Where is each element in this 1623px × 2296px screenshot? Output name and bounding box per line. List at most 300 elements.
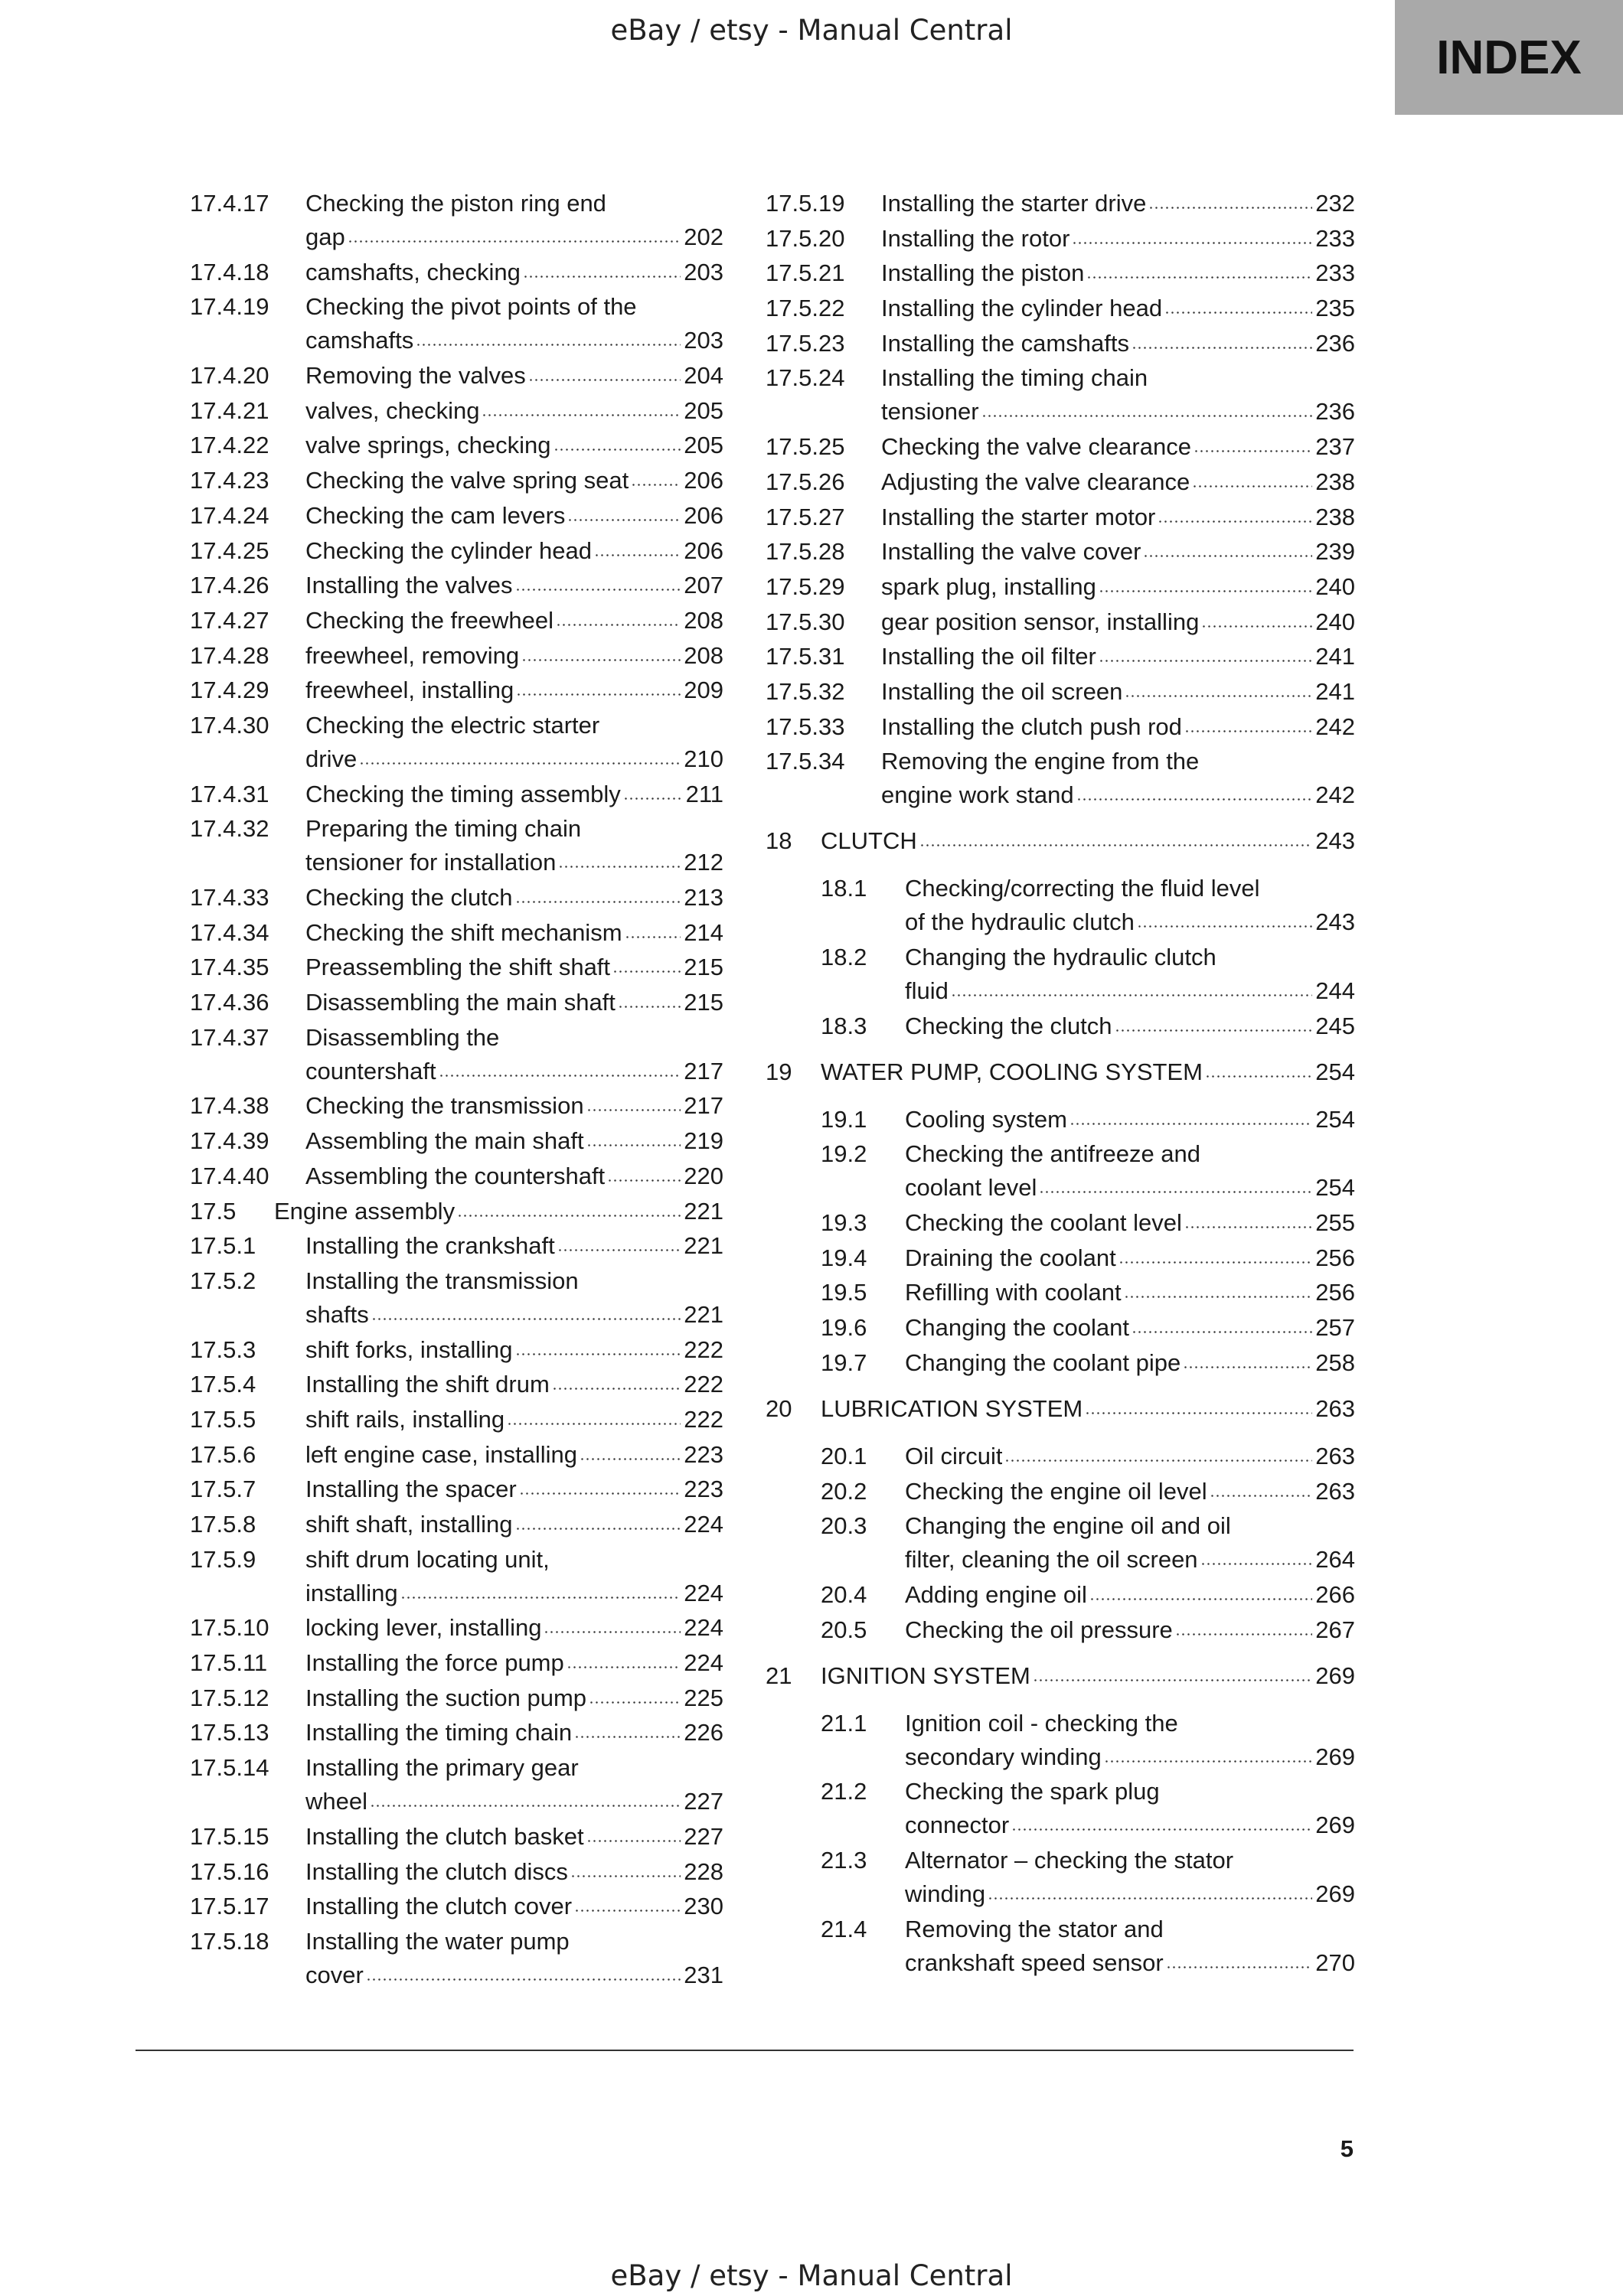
- toc-entry-title-line: LUBRICATION SYSTEM: [821, 1394, 1083, 1422]
- toc-entry: [766, 501, 1355, 534]
- toc-entry-last-line: [305, 673, 723, 707]
- toc-entry-last-line: [905, 1311, 1355, 1345]
- toc-entry-body: [305, 778, 723, 811]
- toc-entry-title-line: Preassembling the shift shaft: [305, 954, 611, 981]
- toc-entry: [766, 872, 1355, 939]
- toc-entry-title-line: Checking the spark plug: [905, 1778, 1160, 1805]
- toc-entry-body: [305, 1124, 723, 1158]
- toc-entry-page: 263: [1315, 1442, 1355, 1469]
- toc-entry-body: [905, 941, 1355, 1008]
- toc-entry-page: 206: [684, 536, 723, 564]
- toc-entry: [190, 1124, 723, 1158]
- toc-entry-last-line: [905, 1946, 1355, 1980]
- toc-entry-title-line: Changing the engine oil and oil: [905, 1512, 1231, 1540]
- toc-entry-page: 269: [1315, 1880, 1355, 1907]
- toc-entry-number: 17.5.9: [190, 1545, 256, 1573]
- toc-entry-last-line: [905, 1877, 1355, 1911]
- toc-entry: [190, 187, 723, 254]
- toc-entry-number: 18.2: [821, 944, 867, 970]
- toc-entry-title-line: connector: [905, 1812, 1010, 1839]
- toc-entry-last-line: [305, 256, 723, 289]
- toc-entry-page: 205: [684, 396, 723, 424]
- toc-entry-last-line: [305, 881, 723, 915]
- dot-leader: [1183, 1366, 1312, 1368]
- toc-entry-page: 213: [684, 884, 723, 911]
- dot-leader: [1076, 798, 1313, 801]
- dot-leader: [1201, 625, 1312, 628]
- toc-entry-page: 254: [1315, 1058, 1355, 1085]
- toc-entry-body: [881, 605, 1355, 639]
- toc-entry-body: [881, 292, 1355, 325]
- toc-entry-number: 17.5.20: [766, 224, 845, 252]
- toc-entry-title-line: Checking the clutch: [305, 884, 513, 911]
- dot-leader: [515, 1528, 681, 1530]
- toc-entry: [766, 1475, 1355, 1508]
- dot-leader: [457, 1215, 681, 1217]
- dot-leader: [556, 624, 681, 626]
- toc-entry-title-line: Removing the stator and: [905, 1915, 1164, 1942]
- dot-leader: [515, 1353, 681, 1355]
- toc-entry-page: 224: [684, 1649, 723, 1677]
- dot-leader: [570, 1875, 681, 1877]
- toc-entry-number: 17.5.14: [190, 1754, 269, 1782]
- toc-entry-body: [905, 1103, 1355, 1137]
- toc-entry-page: 214: [684, 918, 723, 946]
- toc-entry-title-line: Disassembling the: [305, 1023, 500, 1051]
- toc-entry-page: 263: [1315, 1394, 1355, 1422]
- toc-entry-body: [905, 1613, 1355, 1647]
- toc-entry-last-line: [905, 1171, 1355, 1205]
- toc-entry: [190, 1089, 723, 1123]
- toc-entry-title-line: shift drum locating unit,: [305, 1545, 550, 1573]
- toc-entry-body: [881, 187, 1355, 220]
- toc-entry-number: 20.2: [821, 1477, 867, 1505]
- toc-entry-last-line: [305, 1089, 723, 1123]
- dot-leader: [507, 1423, 681, 1425]
- toc-entry-title-line: crankshaft speed sensor: [905, 1949, 1164, 1976]
- toc-entry: [190, 1890, 723, 1923]
- toc-entry-page: 270: [1315, 1949, 1355, 1976]
- toc-entry-number: 18.1: [821, 875, 867, 902]
- toc-entry-body: [305, 1438, 723, 1472]
- toc-entry-last-line: [905, 1740, 1355, 1774]
- toc-entry-title-line: Removing the valves: [305, 362, 526, 390]
- dot-leader: [623, 797, 683, 800]
- toc-entry-page: 227: [684, 1822, 723, 1850]
- toc-entry-number: 17.4.40: [190, 1162, 269, 1189]
- toc-entry-title-line: Installing the suction pump: [305, 1684, 587, 1711]
- toc-entry-page: 211: [685, 780, 723, 807]
- toc-entry-title-line: winding: [905, 1880, 986, 1907]
- toc-entry-body: [305, 1820, 723, 1854]
- toc-entry-page: 220: [684, 1162, 723, 1189]
- dot-leader: [554, 448, 681, 451]
- toc-entry: [190, 951, 723, 984]
- toc-entry-body: [821, 1659, 1355, 1693]
- toc-entry-body: [881, 570, 1355, 604]
- toc-entry-body: [305, 256, 723, 289]
- dot-leader: [558, 866, 681, 868]
- toc-entry-title-line: Checking the valve clearance: [881, 433, 1191, 461]
- toc-entry-body: [905, 1707, 1355, 1774]
- dot-leader: [586, 1144, 681, 1146]
- toc-entry-title-line: cover: [305, 1961, 364, 1988]
- toc-entry-last-line: [305, 569, 723, 602]
- toc-entry-title-line: Installing the water pump: [305, 1927, 570, 1955]
- toc-entry-number: 17.5.15: [190, 1822, 269, 1850]
- toc-entry-body: [881, 430, 1355, 464]
- toc-entry: [190, 429, 723, 462]
- toc-entry: [766, 570, 1355, 604]
- toc-entry-body: [305, 429, 723, 462]
- toc-entry-number: 17.4.37: [190, 1023, 269, 1051]
- toc-entry-last-line: [881, 187, 1355, 220]
- toc-entry-number: 19.1: [821, 1105, 867, 1133]
- toc-entry-page: 221: [684, 1197, 723, 1225]
- dot-leader: [1166, 1966, 1313, 1968]
- toc-entry-body: [905, 1578, 1355, 1612]
- toc-entry-page: 228: [684, 1857, 723, 1885]
- toc-entry: [766, 222, 1355, 256]
- toc-entry: [190, 359, 723, 393]
- toc-entry-title-line: gap: [305, 223, 345, 250]
- toc-entry: [190, 1543, 723, 1610]
- toc-entry: [190, 604, 723, 638]
- dot-leader: [1210, 1495, 1313, 1497]
- toc-entry: [190, 1820, 723, 1854]
- toc-entry-body: [905, 1475, 1355, 1508]
- dot-leader: [631, 484, 681, 486]
- toc-entry-number: 20.3: [821, 1512, 867, 1540]
- toc-entry: [766, 1440, 1355, 1473]
- toc-entry-page: 239: [1315, 538, 1355, 566]
- toc-entry-body: [305, 1021, 723, 1088]
- toc-entry: [190, 256, 723, 289]
- toc-entry: [766, 430, 1355, 464]
- dot-leader: [528, 379, 681, 381]
- toc-entry-number: 17.5.31: [766, 643, 845, 670]
- toc-entry-number: 18.3: [821, 1012, 867, 1039]
- toc-entry-page: 208: [684, 606, 723, 634]
- toc-entry: [766, 256, 1355, 290]
- toc-entry: [190, 1264, 723, 1332]
- toc-entry-last-line: [305, 220, 723, 254]
- toc-entry-page: 254: [1315, 1174, 1355, 1202]
- toc-entry-body: [905, 872, 1355, 939]
- toc-entry-number: 17.5.33: [766, 713, 845, 740]
- toc-entry-body: [905, 1276, 1355, 1309]
- dot-leader: [1033, 1679, 1312, 1681]
- toc-entry: [190, 1473, 723, 1506]
- toc-entry-body: [881, 361, 1355, 429]
- toc-entry-number: 17.4.32: [190, 815, 269, 843]
- toc-entry: [190, 1229, 723, 1263]
- toc-entry-body: [881, 675, 1355, 709]
- toc-entry-last-line: [305, 359, 723, 393]
- dot-leader: [400, 1596, 681, 1599]
- toc-entry: [766, 1103, 1355, 1137]
- dot-leader: [574, 1910, 681, 1912]
- toc-entry-title-line: Changing the coolant: [905, 1314, 1130, 1342]
- toc-entry-page: 269: [1315, 1662, 1355, 1689]
- toc-entry-number: 17.5.16: [190, 1857, 269, 1885]
- toc-entry: [766, 327, 1355, 360]
- toc-entry-body: [305, 604, 723, 638]
- toc-entry-page: 240: [1315, 572, 1355, 600]
- toc-entry-number: 17.5.11: [190, 1649, 268, 1677]
- toc-entry-number: 19.5: [821, 1279, 867, 1306]
- toc-entry-page: 224: [684, 1614, 723, 1642]
- toc-entry: [766, 1659, 1355, 1693]
- toc-entry-page: 217: [684, 1057, 723, 1084]
- toc-entry-page: 242: [1315, 781, 1355, 809]
- toc-entry-body: [305, 1716, 723, 1750]
- toc-entry-title-line: Checking the transmission: [305, 1092, 584, 1120]
- toc-entry-page: 242: [1315, 713, 1355, 740]
- toc-entry-page: 245: [1315, 1012, 1355, 1039]
- toc-entry-last-line: [905, 1808, 1355, 1842]
- toc-entry-page: 256: [1315, 1244, 1355, 1271]
- toc-entry-title-line: Installing the oil screen: [881, 677, 1123, 705]
- dot-leader: [1011, 1828, 1312, 1831]
- toc-entry-title-line: Installing the rotor: [881, 224, 1070, 252]
- toc-entry-last-line: [905, 1241, 1355, 1275]
- toc-entry-last-line: [905, 1475, 1355, 1508]
- toc-entry-body: [881, 710, 1355, 744]
- toc-entry-title-line: tensioner: [881, 398, 979, 426]
- toc-entry-number: 17.5: [190, 1197, 237, 1225]
- dot-leader: [371, 1318, 681, 1320]
- dot-leader: [1072, 242, 1312, 244]
- toc-entry: [190, 1716, 723, 1750]
- toc-entry-page: 230: [684, 1893, 723, 1920]
- toc-entry-body: [305, 1368, 723, 1401]
- toc-entry-last-line: [305, 1298, 723, 1332]
- toc-entry: [766, 1509, 1355, 1577]
- toc-entry-body: [881, 465, 1355, 499]
- toc-entry-number: 17.4.31: [190, 780, 269, 807]
- toc-entry-number: 17.5.24: [766, 364, 845, 392]
- toc-entry-title-line: Draining the coolant: [905, 1244, 1116, 1271]
- toc-entry-body: [305, 881, 723, 915]
- toc-entry: [190, 1508, 723, 1541]
- toc-entry-number: 17.5.26: [766, 468, 845, 495]
- toc-entry-body: [305, 394, 723, 428]
- toc-entry-last-line: [881, 778, 1355, 812]
- toc-entry-body: [305, 1333, 723, 1367]
- toc-entry-title-line: freewheel, removing: [305, 641, 520, 669]
- dot-leader: [1125, 695, 1312, 697]
- toc-entry: [766, 675, 1355, 709]
- toc-entry-number: 17.5.17: [190, 1893, 269, 1920]
- toc-entry-title-line: camshafts, checking: [305, 258, 521, 285]
- toc-entry-last-line: [905, 1440, 1355, 1473]
- toc-entry-title-line: fluid: [905, 977, 949, 1004]
- toc-entry-title-line: Checking the antifreeze and: [905, 1140, 1201, 1168]
- dot-leader: [1200, 1563, 1313, 1565]
- toc-entry: [766, 640, 1355, 673]
- dot-leader: [1086, 276, 1312, 279]
- toc-entry-number: 19.7: [821, 1349, 867, 1376]
- dot-leader: [607, 1179, 681, 1182]
- toc-entry-page: 206: [684, 501, 723, 529]
- toc-entry-title-line: Installing the primary gear: [305, 1754, 579, 1782]
- toc-entry-body: [305, 1159, 723, 1193]
- toc-entry-title-line: Assembling the countershaft: [305, 1162, 606, 1189]
- dot-leader: [1148, 207, 1312, 209]
- toc-entry-body: [305, 1403, 723, 1437]
- toc-entry-body: [305, 290, 723, 357]
- toc-entry: [190, 1403, 723, 1437]
- dot-leader: [1124, 1296, 1313, 1298]
- toc-entry-page: 233: [1315, 259, 1355, 287]
- toc-entry-page: 210: [684, 745, 723, 772]
- toc-entry: [190, 464, 723, 497]
- toc-entry-number: 17.5.1: [190, 1232, 256, 1260]
- toc-entry-body: [305, 187, 723, 254]
- toc-entry-last-line: [905, 974, 1355, 1008]
- toc-entry-title-line: Installing the shift drum: [305, 1371, 550, 1398]
- dot-leader: [1158, 520, 1312, 523]
- toc-entry-title-line: Checking the timing assembly: [305, 780, 621, 807]
- toc-entry-title-line: Checking the cam levers: [305, 501, 566, 529]
- toc-entry: [190, 1855, 723, 1889]
- dot-leader: [594, 554, 681, 556]
- toc-entry-title-line: Changing the coolant pipe: [905, 1349, 1181, 1376]
- toc-entry: [190, 1195, 723, 1228]
- toc-entry-number: 17.5.29: [766, 572, 845, 600]
- toc-entry-body: [274, 1195, 723, 1228]
- index-tab: INDEX: [1395, 0, 1623, 115]
- toc-entry-title-line: Assembling the main shaft: [305, 1127, 584, 1155]
- toc-entry-body: [821, 1055, 1355, 1089]
- dot-leader: [1143, 555, 1312, 557]
- toc-entry-last-line: [305, 1716, 723, 1750]
- toc-entry-last-line: [305, 1890, 723, 1923]
- toc-entry-page: 236: [1315, 398, 1355, 426]
- toc-entry-last-line: [305, 1159, 723, 1193]
- toc-entry-page: 266: [1315, 1580, 1355, 1608]
- dot-leader: [580, 1458, 681, 1460]
- toc-entry-page: 205: [684, 432, 723, 459]
- toc-entry-title-line: Checking/correcting the fluid level: [905, 875, 1260, 902]
- toc-entry-number: 17.4.25: [190, 536, 269, 564]
- toc-entry-body: [821, 824, 1355, 858]
- toc-entry: [190, 812, 723, 879]
- toc-entry-title-line: Disassembling the main shaft: [305, 989, 616, 1016]
- toc-entry-page: 209: [684, 677, 723, 704]
- toc-entry-title-line: Installing the timing chain: [305, 1719, 573, 1746]
- toc-entry-page: 207: [684, 572, 723, 599]
- toc-entry-body: [881, 256, 1355, 290]
- dot-leader: [1132, 347, 1312, 349]
- toc-entry-number: 17.5.34: [766, 748, 845, 775]
- toc-entry-page: 237: [1315, 433, 1355, 461]
- toc-entry-body: [305, 1855, 723, 1889]
- toc-entry-title-line: Installing the clutch discs: [305, 1857, 568, 1885]
- toc-entry-last-line: [305, 1681, 723, 1715]
- toc-entry-title-line: Installing the spacer: [305, 1476, 517, 1503]
- toc-entry-title-line: Checking the engine oil level: [905, 1477, 1207, 1505]
- toc-entry-title-line: coolant level: [905, 1174, 1037, 1202]
- toc-entry-number: 17.5.22: [766, 295, 845, 322]
- toc-entry-number: 17.4.26: [190, 572, 269, 599]
- toc-entry-page: 221: [684, 1300, 723, 1328]
- toc-entry: [190, 290, 723, 357]
- toc-entry-title-line: Installing the valve cover: [881, 538, 1141, 566]
- toc-entry-body: [905, 1009, 1355, 1043]
- toc-entry-page: 238: [1315, 503, 1355, 530]
- toc-entry-last-line: [881, 222, 1355, 256]
- toc-entry-last-line: [305, 1958, 723, 1992]
- dot-leader: [1089, 1598, 1312, 1600]
- toc-entry-page: 223: [684, 1440, 723, 1468]
- toc-entry-number: 19: [766, 1058, 792, 1085]
- toc-entry-page: 221: [684, 1232, 723, 1260]
- toc-entry-title-line: IGNITION SYSTEM: [821, 1662, 1030, 1689]
- toc-entry-page: 254: [1315, 1105, 1355, 1133]
- toc-entry-number: 17.5.7: [190, 1476, 256, 1503]
- toc-entry-number: 17.5.2: [190, 1267, 256, 1294]
- dot-leader: [1118, 1261, 1313, 1264]
- dot-leader: [1164, 311, 1312, 314]
- toc-entry-number: 17.4.38: [190, 1092, 269, 1120]
- dot-leader: [1132, 1331, 1312, 1333]
- toc-entry-last-line: [821, 1055, 1355, 1089]
- toc-entry-number: 17.5.12: [190, 1684, 269, 1711]
- toc-entry-last-line: [821, 824, 1355, 858]
- toc-entry-last-line: [305, 1855, 723, 1889]
- toc-entry-title-line: Adjusting the valve clearance: [881, 468, 1190, 495]
- toc-entry: [766, 824, 1355, 858]
- toc-entry-body: [305, 1543, 723, 1610]
- toc-entry-page: 258: [1315, 1349, 1355, 1376]
- toc-entry-last-line: [305, 429, 723, 462]
- toc-entry-last-line: [305, 1368, 723, 1401]
- dot-leader: [1104, 1760, 1313, 1763]
- toc-entry-number: 21.3: [821, 1846, 867, 1874]
- toc-entry-title-line: Checking the oil pressure: [905, 1616, 1173, 1643]
- toc-entry-last-line: [905, 1009, 1355, 1043]
- toc-entry: [190, 916, 723, 950]
- toc-entry-title-line: gear position sensor, installing: [881, 608, 1200, 635]
- toc-entry-title-line: valve springs, checking: [305, 432, 551, 459]
- toc-entry-last-line: [821, 1392, 1355, 1426]
- toc-entry-number: 20.5: [821, 1616, 867, 1643]
- toc-entry: [766, 1137, 1355, 1205]
- toc-entry-title-line: Adding engine oil: [905, 1580, 1087, 1608]
- toc-entry-body: [305, 1508, 723, 1541]
- toc-entry-number: 19.4: [821, 1244, 867, 1271]
- toc-entry-number: 20: [766, 1394, 792, 1422]
- toc-entry-page: 217: [684, 1092, 723, 1120]
- toc-entry-title-line: Changing the hydraulic clutch: [905, 944, 1216, 970]
- toc-entry: [766, 745, 1355, 812]
- toc-entry-last-line: [305, 1611, 723, 1645]
- toc-entry-number: 17.4.35: [190, 954, 269, 981]
- toc-entry-title-line: Engine assembly: [274, 1197, 456, 1225]
- toc-entry-title-line: Ignition coil - checking the: [905, 1709, 1178, 1737]
- dot-leader: [1194, 450, 1312, 452]
- toc-entry-body: [305, 534, 723, 568]
- toc-entry-last-line: [905, 1543, 1355, 1577]
- dot-leader: [1192, 485, 1312, 488]
- toc-entry: [190, 1646, 723, 1680]
- toc-entry-body: [905, 1844, 1355, 1911]
- toc-entry-page: 204: [684, 362, 723, 390]
- toc-entry-last-line: [305, 742, 723, 776]
- toc-entry-last-line: [905, 1346, 1355, 1380]
